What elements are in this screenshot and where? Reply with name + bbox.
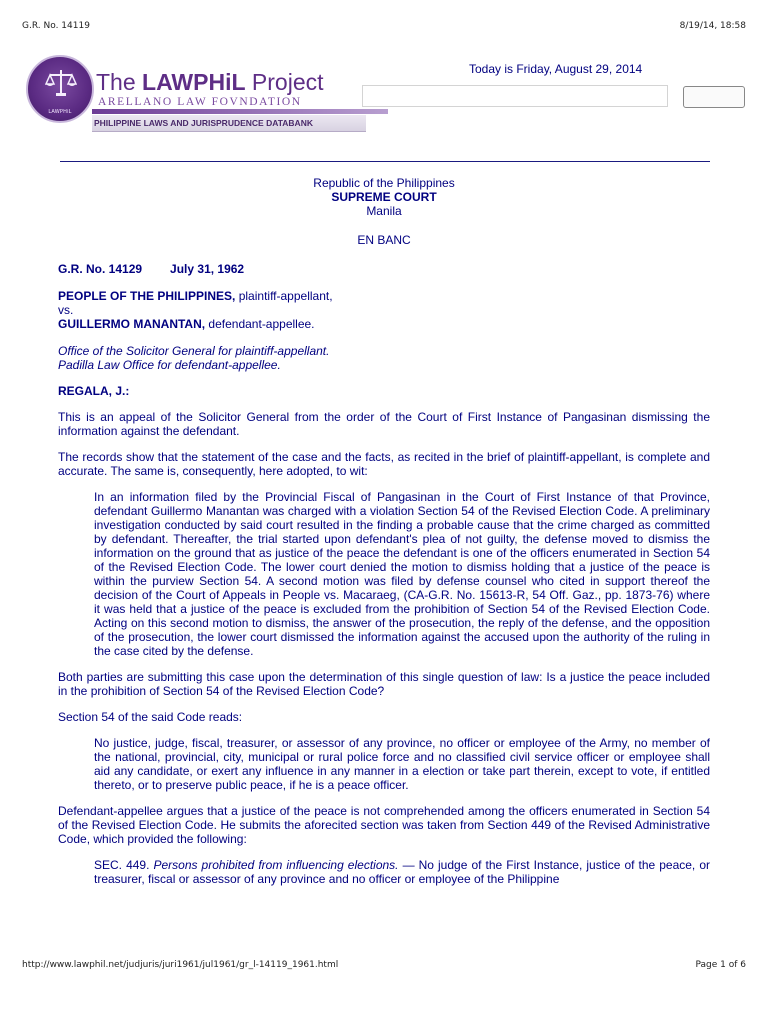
- paragraph-2: The records show that the statement of the case and the facts, as recited in the brief of plaintiff-appellant, is complete and accurate. The same is, consequently, here adopted, to wit:: [58, 450, 710, 478]
- counsel: [58, 344, 710, 372]
- gr-number: G.R. No. 14129: [58, 262, 143, 276]
- quoted-statement-of-facts: In an information filed by the Provincial Fiscal of Pangasinan in the Court of First Instance of that Province, defendant Guillermo Manantan was charged with a violation Section 54 of the Revised Election Code. A preliminary investigation conducted by said court resulted in the finding a probable cause that the crime charged as committed by defendant. Thereafter, the trial started upon defendant's plea of not guilty, the defense moved to dismiss the information on the ground that as justice of the peace the defendant is one of the officers enumerated in Section 54 of the Revised Election Code. The lower court denied the motion to dismiss holding that a justice of the peace is within the purview Section 54. A second motion was filed by defense counsel who cited in support thereof the decision of the Court of Appeals in People vs. Macaraeg, (CA-G.R. No. 15613-R, 54 Off. Gaz., pp. 1873-76) where it was held that a justice of the peace is excluded from the prohibition of Section 54 of the Revised Election Code. Acting on this second motion to dismiss, the answer of the prosecution, the reply of the defense, and the opposition of the prosecution, the lower court dismissed the information against the accused upon the authority of the ruling in the case cited by the defense.: [94, 490, 710, 658]
- print-footer: [22, 960, 746, 970]
- division: EN BANC: [357, 233, 411, 247]
- versus: vs.: [58, 303, 74, 317]
- party-plaintiff: [58, 289, 710, 303]
- brand-title-post: Project: [245, 69, 324, 95]
- print-header-datetime: 8/19/14, 18:58: [679, 21, 746, 31]
- paragraph-4: Section 54 of the said Code reads:: [58, 710, 243, 724]
- foundation-name: ARELLANO LAW FOVNDATION: [98, 96, 302, 108]
- ponente: REGALA, J.:: [58, 384, 130, 398]
- seal-caption: LAWPHiL: [48, 109, 72, 115]
- counsel-plaintiff: Office of the Solicitor General for plaintiff-appellant.: [58, 344, 330, 358]
- decision-document: [58, 176, 710, 886]
- arellano-seal-icon: [26, 55, 94, 123]
- print-footer-url: http://www.lawphil.net/judjuris/juri1961/jul1961/gr_l-14119_1961.html: [22, 960, 339, 970]
- court-name: SUPREME COURT: [331, 190, 437, 204]
- lawphil-logo[interactable]: [26, 53, 366, 133]
- section-number: SEC. 449.: [94, 858, 150, 872]
- case-number-line: [58, 262, 710, 276]
- section-title: Persons prohibited from influencing elections.: [153, 858, 399, 872]
- today-date: Today is Friday, August 29, 2014: [469, 62, 643, 76]
- brand-title-pre: The: [96, 69, 143, 95]
- plaintiff-name: PEOPLE OF THE PHILIPPINES,: [58, 289, 236, 303]
- search-input[interactable]: [362, 85, 668, 107]
- print-header: [22, 21, 746, 31]
- section-body: — No judge of the First Instance, justice of the peace, or treasurer, fiscal or assessor of any province and no officer or employee of the Philippine: [94, 858, 710, 886]
- print-header-title: G.R. No. 14119: [22, 21, 90, 31]
- print-footer-page: Page 1 of 6: [695, 960, 746, 970]
- court-city: Manila: [366, 204, 402, 218]
- quoted-section-54: No justice, judge, fiscal, treasurer, or assessor of any province, no officer or employee of the Army, no member of the national, provincial, city, municipal or rural police force and no classified civil service officer or employee shall aid any candidate, or exert any influence in any manner in a election or take part therein, except to vote, if entitled thereto, or to preserve public peace, if he is a peace officer.: [94, 736, 710, 792]
- brand-divider: [92, 109, 388, 114]
- brand-title: [96, 69, 324, 96]
- paragraph-5: Defendant-appellee argues that a justice of the peace is not comprehended among the officers enumerated in Section 54 of the Revised Election Code. He submits the aforecited section was taken from Section 449 of the Revised Administrative Code, which provided the following:: [58, 804, 710, 846]
- databank-label: PHILIPPINE LAWS AND JURISPRUDENCE DATABANK: [92, 115, 366, 132]
- plaintiff-role: plaintiff-appellant,: [235, 289, 333, 303]
- parties: [58, 289, 710, 331]
- counsel-defendant: Padilla Law Office for defendant-appellee.: [58, 358, 281, 372]
- paragraph-1: This is an appeal of the Solicitor General from the order of the Court of First Instance of Pangasinan dismissing the information against the defendant.: [58, 410, 710, 438]
- paragraph-3: Both parties are submitting this case upon the determination of this single question of law: Is a justice the peace included in the prohibition of Section 54 of the Revised Election Code?: [58, 670, 710, 698]
- party-defendant: [58, 317, 710, 331]
- defendant-name: GUILLERMO MANANTAN,: [58, 317, 206, 331]
- decision-date: July 31, 1962: [170, 262, 245, 276]
- search-button[interactable]: [683, 86, 745, 108]
- defendant-role: defendant-appellee.: [205, 317, 315, 331]
- quoted-section-449: [94, 858, 710, 886]
- republic-line: Republic of the Philippines: [313, 176, 455, 190]
- header-divider: [60, 161, 710, 162]
- brand-title-strong: LAWPHiL: [142, 69, 246, 95]
